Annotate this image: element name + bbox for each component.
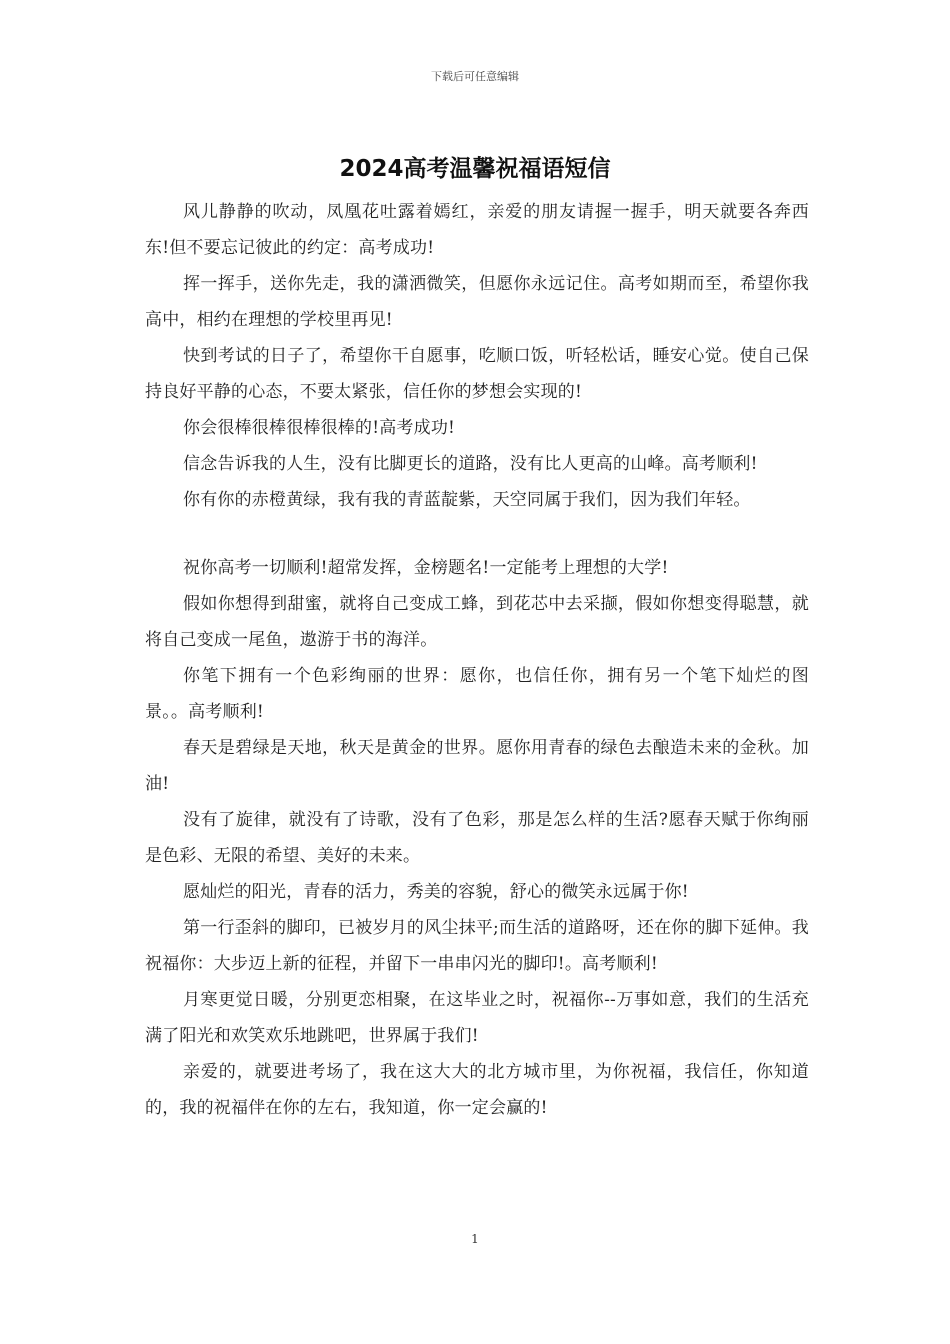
document-title: 2024高考温馨祝福语短信 <box>339 156 611 182</box>
paragraph: 快到考试的日子了，希望你干自愿事，吃顺口饭，听轻松话，睡安心觉。使自己保持良好平静的心态，不要太紧张，信任你的梦想会实现的! <box>145 346 809 402</box>
paragraph: 你会很棒很棒很棒很棒的!高考成功! <box>183 418 456 438</box>
paragraph: 第一行歪斜的脚印，已被岁月的风尘抹平;而生活的道路呀，还在你的脚下延伸。我祝福你：大步迈上新的征程，并留下一串串闪光的脚印!。高考顺利! <box>145 918 809 974</box>
paragraph: 月寒更觉日暖，分别更恋相聚，在这毕业之时，祝福你--万事如意，我们的生活充满了阳光和欢笑欢乐地跳吧，世界属于我们! <box>145 990 809 1046</box>
paragraph: 愿灿烂的阳光，青春的活力，秀美的容貌，舒心的微笑永远属于你! <box>183 882 689 902</box>
paragraph: 挥一挥手，送你先走，我的潇洒微笑，但愿你永远记住。高考如期而至，希望你我高中，相约在理想的学校里再见! <box>145 274 809 330</box>
paragraph: 春天是碧绿是天地，秋天是黄金的世界。愿你用青春的绿色去酿造未来的金秋。加油! <box>145 738 809 794</box>
paragraph: 亲爱的，就要进考场了，我在这大大的北方城市里，为你祝福，我信任，你知道的，我的祝福伴在你的左右，我知道，你一定会赢的! <box>145 1062 809 1118</box>
paragraph: 你笔下拥有一个色彩绚丽的世界：愿你，也信任你，拥有另一个笔下灿烂的图景。。高考顺利! <box>145 666 809 722</box>
paragraph: 祝你高考一切顺利!超常发挥，金榜题名!一定能考上理想的大学! <box>183 558 669 578</box>
paragraph: 你有你的赤橙黄绿，我有我的青蓝靛紫，天空同属于我们，因为我们年轻。 <box>183 490 751 510</box>
paragraph: 风儿静静的吹动，凤凰花吐露着嫣红，亲爱的朋友请握一握手，明天就要各奔西东!但不要忘记彼此的约定：高考成功! <box>145 202 809 258</box>
header-note: 下载后可任意编辑 <box>431 70 519 83</box>
page-number: 1 <box>471 1232 479 1246</box>
paragraph: 假如你想得到甜蜜，就将自己变成工蜂，到花芯中去采撷，假如你想变得聪慧，就将自己变成一尾鱼，遨游于书的海洋。 <box>145 594 809 650</box>
paragraph: 信念告诉我的人生，没有比脚更长的道路，没有比人更高的山峰。高考顺利! <box>183 454 758 474</box>
document-body <box>145 194 809 1126</box>
paragraph: 没有了旋律，就没有了诗歌，没有了色彩，那是怎么样的生活?愿春天赋于你绚丽是色彩、无限的希望、美好的未来。 <box>145 810 809 866</box>
